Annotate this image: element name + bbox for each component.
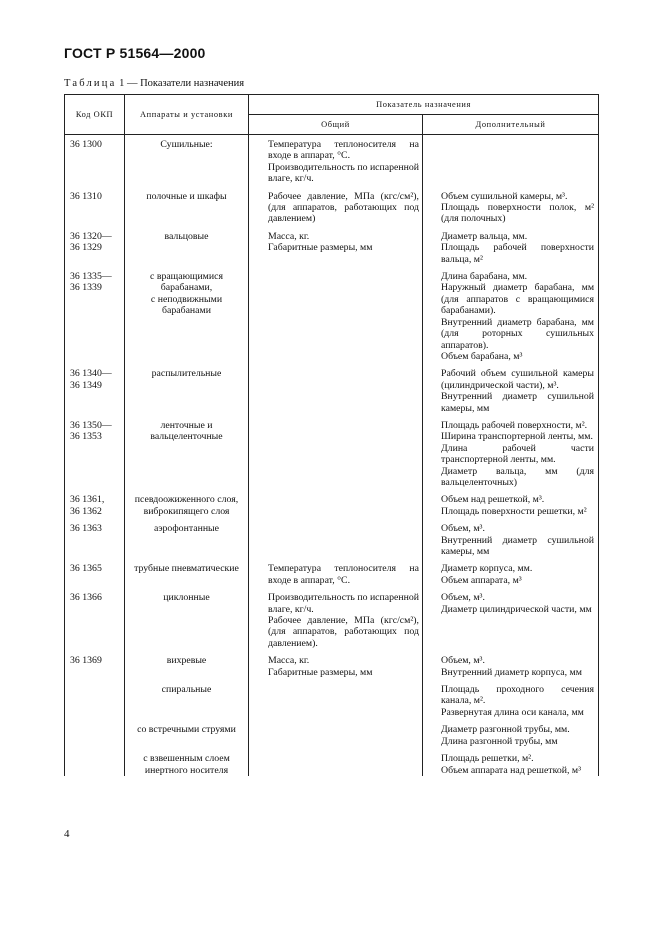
table-row xyxy=(65,678,599,718)
apparatus-cell-line: полочные и шкафы xyxy=(146,190,227,202)
code-cell xyxy=(65,362,125,414)
purpose-indicators-table xyxy=(64,94,599,776)
code-cell-line: 36 1310 xyxy=(70,190,102,202)
additional-cell xyxy=(423,362,599,414)
code-cell-line: 36 1349 xyxy=(70,379,102,391)
general-cell xyxy=(249,586,423,649)
code-cell xyxy=(65,747,125,776)
additional-cell-line: Внутренний диаметр корпуса, мм xyxy=(441,666,582,678)
code-cell-line: 36 1353 xyxy=(70,431,102,443)
table-row xyxy=(65,185,599,225)
apparatus-cell xyxy=(125,747,249,776)
apparatus-cell-line: с вращающимися xyxy=(150,271,223,283)
apparatus-cell-line: со встречными струями xyxy=(137,724,236,736)
document-header: ГОСТ Р 51564—2000 xyxy=(64,45,206,61)
code-cell xyxy=(65,649,125,678)
code-cell xyxy=(65,718,125,747)
apparatus-cell xyxy=(125,225,249,265)
table-row xyxy=(65,557,599,586)
additional-cell-line: Развернутая длина оси канала, мм xyxy=(441,706,584,718)
caption-label: Таблица xyxy=(64,78,117,89)
general-cell xyxy=(249,718,423,747)
general-cell xyxy=(249,185,423,225)
code-cell-line: 36 1339 xyxy=(70,282,102,294)
apparatus-cell-line: спиральные xyxy=(161,684,212,696)
code-cell xyxy=(65,557,125,586)
apparatus-cell-line: псевдоожиженного слоя, xyxy=(134,494,239,506)
general-cell xyxy=(249,557,423,586)
additional-cell xyxy=(423,185,599,225)
general-cell-line: Габаритные размеры, мм xyxy=(268,666,373,678)
table-row xyxy=(65,747,599,776)
additional-cell-line: Площадь поверхности полок, м² (для полочных) xyxy=(441,202,595,225)
additional-cell-line: Площадь рабочей поверхности, м². xyxy=(441,419,588,431)
table-row xyxy=(65,649,599,678)
additional-cell-line: Объем, м³. xyxy=(441,523,485,535)
apparatus-cell-line: циклонные xyxy=(163,592,210,604)
apparatus-cell-line: ленточные и xyxy=(160,419,213,431)
apparatus-cell xyxy=(125,718,249,747)
apparatus-cell xyxy=(125,265,249,362)
table-row xyxy=(65,488,599,517)
additional-cell-line: Объем барабана, м³ xyxy=(441,350,523,362)
general-cell-line: Рабочее давление, МПа (кгс/см²), (для аппаратов, работающих под давлением) xyxy=(268,190,419,225)
general-cell-line: Температура теплоносителя на входе в аппарат, °С. xyxy=(268,563,419,586)
additional-cell xyxy=(423,414,599,488)
general-cell xyxy=(249,225,423,265)
additional-cell-line: Объем, м³. xyxy=(441,592,485,604)
caption-title: 1 — Показатели назначения xyxy=(116,78,245,89)
page-number: 4 xyxy=(64,828,70,840)
code-cell xyxy=(65,225,125,265)
apparatus-cell-line: трубные пневматические xyxy=(134,563,239,575)
table-row xyxy=(65,135,599,185)
additional-cell xyxy=(423,586,599,649)
additional-cell-line: Площадь решетки, м². xyxy=(441,753,534,765)
additional-cell xyxy=(423,225,599,265)
table-caption xyxy=(64,78,244,89)
general-cell-line: Рабочее давление, МПа (кгс/см²), (для аппаратов, работающих под давлением). xyxy=(268,615,419,649)
apparatus-cell xyxy=(125,557,249,586)
additional-cell-line: Длина барабана, мм. xyxy=(441,271,528,283)
column-header-general: Общий xyxy=(249,115,423,135)
code-cell xyxy=(65,414,125,488)
additional-cell-line: Площадь проходного сечения канала, м². xyxy=(441,684,595,707)
additional-cell xyxy=(423,718,599,747)
apparatus-cell-line: с взвешенным слоем xyxy=(143,753,230,765)
general-cell-line: Производительность по испаренной влаге, кг/ч. xyxy=(268,592,419,615)
additional-cell-line: Объем, м³. xyxy=(441,655,485,667)
general-cell-line: Производительность по испаренной влаге, кг/ч. xyxy=(268,161,419,185)
additional-cell xyxy=(423,649,599,678)
apparatus-cell xyxy=(125,678,249,718)
general-cell xyxy=(249,517,423,557)
additional-cell xyxy=(423,265,599,362)
code-cell-line: 36 1300 xyxy=(70,139,102,150)
additional-cell-line: Рабочий объем сушильной камеры (цилиндрической части), м³. xyxy=(441,368,595,391)
additional-cell-line: Внутренний диаметр сушильной камеры, мм xyxy=(441,534,595,557)
code-cell-line: 36 1365 xyxy=(70,563,102,575)
column-header-additional: Дополнительный xyxy=(423,115,599,135)
apparatus-cell xyxy=(125,488,249,517)
code-cell xyxy=(65,678,125,718)
general-cell-line: Масса, кг. xyxy=(268,230,310,242)
apparatus-cell-line: с неподвижными xyxy=(150,293,223,305)
apparatus-cell-line: Сушильные: xyxy=(160,139,213,150)
additional-cell xyxy=(423,488,599,517)
additional-cell-line: Внутренний диаметр барабана, мм (для роторных сушильных аппаратов). xyxy=(441,316,595,351)
additional-cell-line: Ширина транспортерной ленты, мм. xyxy=(441,431,593,443)
general-cell xyxy=(249,649,423,678)
apparatus-cell xyxy=(125,185,249,225)
code-cell xyxy=(65,488,125,517)
code-cell xyxy=(65,517,125,557)
general-cell xyxy=(249,362,423,414)
code-cell xyxy=(65,135,125,185)
column-header-apparatus: Аппараты и установки xyxy=(125,95,249,135)
additional-cell-line: Площадь поверхности решетки, м² xyxy=(441,505,587,517)
additional-cell-line: Диаметр цилиндрической части, мм xyxy=(441,603,592,615)
apparatus-cell-line: инертного носителя xyxy=(144,764,229,776)
apparatus-cell-line: барабанами xyxy=(162,305,211,317)
additional-cell xyxy=(423,678,599,718)
code-cell xyxy=(65,586,125,649)
apparatus-cell-line: вихревые xyxy=(166,655,207,667)
table-row xyxy=(65,265,599,362)
general-cell xyxy=(249,747,423,776)
apparatus-cell-line: распылительные xyxy=(151,368,222,380)
column-header-code: Код ОКП xyxy=(65,95,125,135)
code-cell-line: 36 1361, xyxy=(70,494,105,506)
additional-cell-line: Длина разгонной трубы, мм xyxy=(441,735,558,747)
apparatus-cell xyxy=(125,135,249,185)
general-cell-line: Температура теплоносителя на входе в аппарат, °С. xyxy=(268,139,419,162)
code-cell-line: 36 1363 xyxy=(70,523,102,535)
table-row xyxy=(65,718,599,747)
code-cell xyxy=(65,265,125,362)
code-cell-line: 36 1366 xyxy=(70,592,102,604)
apparatus-cell xyxy=(125,649,249,678)
additional-cell-line: Объем аппарата над решеткой, м³ xyxy=(441,764,582,776)
additional-cell-line: Объем сушильной камеры, м³. xyxy=(441,190,568,202)
code-cell-line: 36 1320— xyxy=(70,230,112,242)
code-cell-line: 36 1350— xyxy=(70,419,112,431)
additional-cell xyxy=(423,517,599,557)
apparatus-cell-line: виброкипящего слоя xyxy=(143,505,230,517)
general-cell-line: Габаритные размеры, мм xyxy=(268,242,373,254)
table-row xyxy=(65,517,599,557)
apparatus-cell-line: вальцовые xyxy=(164,230,209,242)
general-cell-line: Масса, кг. xyxy=(268,655,310,667)
column-header-indicator: Показатель назначения xyxy=(249,95,599,115)
table-body xyxy=(65,135,599,776)
apparatus-cell xyxy=(125,517,249,557)
code-cell-line: 36 1362 xyxy=(70,505,102,517)
additional-cell-line: Диаметр корпуса, мм. xyxy=(441,563,533,575)
additional-cell-line: Наружный диаметр барабана, мм (для аппаратов с вращающимися барабанами). xyxy=(441,282,595,317)
code-cell xyxy=(65,185,125,225)
apparatus-cell-line: вальцеленточные xyxy=(150,431,223,443)
additional-cell-line: Объем над решеткой, м³. xyxy=(441,494,545,506)
additional-cell xyxy=(423,135,599,185)
additional-cell-line: Диаметр вальца, мм (для вальцеленточных) xyxy=(441,465,595,488)
table-row xyxy=(65,225,599,265)
table-row xyxy=(65,586,599,649)
additional-cell-line: Диаметр разгонной трубы, мм. xyxy=(441,724,570,736)
apparatus-cell xyxy=(125,414,249,488)
code-cell-line: 36 1335— xyxy=(70,271,112,283)
apparatus-cell xyxy=(125,362,249,414)
additional-cell-line: Внутренний диаметр сушильной камеры, мм xyxy=(441,391,595,414)
code-cell-line: 36 1329 xyxy=(70,242,102,254)
additional-cell xyxy=(423,747,599,776)
general-cell xyxy=(249,414,423,488)
additional-cell-line: Длина рабочей части транспортерной ленты, мм. xyxy=(441,442,595,466)
general-cell xyxy=(249,678,423,718)
table-row xyxy=(65,362,599,414)
additional-cell-line: Площадь рабочей поверхности вальца, м² xyxy=(441,242,595,265)
general-cell xyxy=(249,488,423,517)
general-cell xyxy=(249,265,423,362)
code-cell-line: 36 1340— xyxy=(70,368,112,380)
additional-cell-line: Диаметр вальца, мм. xyxy=(441,230,528,242)
apparatus-cell xyxy=(125,586,249,649)
general-cell xyxy=(249,135,423,185)
apparatus-cell-line: аэрофонтанные xyxy=(153,523,219,535)
table-row xyxy=(65,414,599,488)
additional-cell-line: Объем аппарата, м³ xyxy=(441,574,522,586)
apparatus-cell-line: барабанами, xyxy=(160,282,213,294)
code-cell-line: 36 1369 xyxy=(70,655,102,667)
additional-cell xyxy=(423,557,599,586)
